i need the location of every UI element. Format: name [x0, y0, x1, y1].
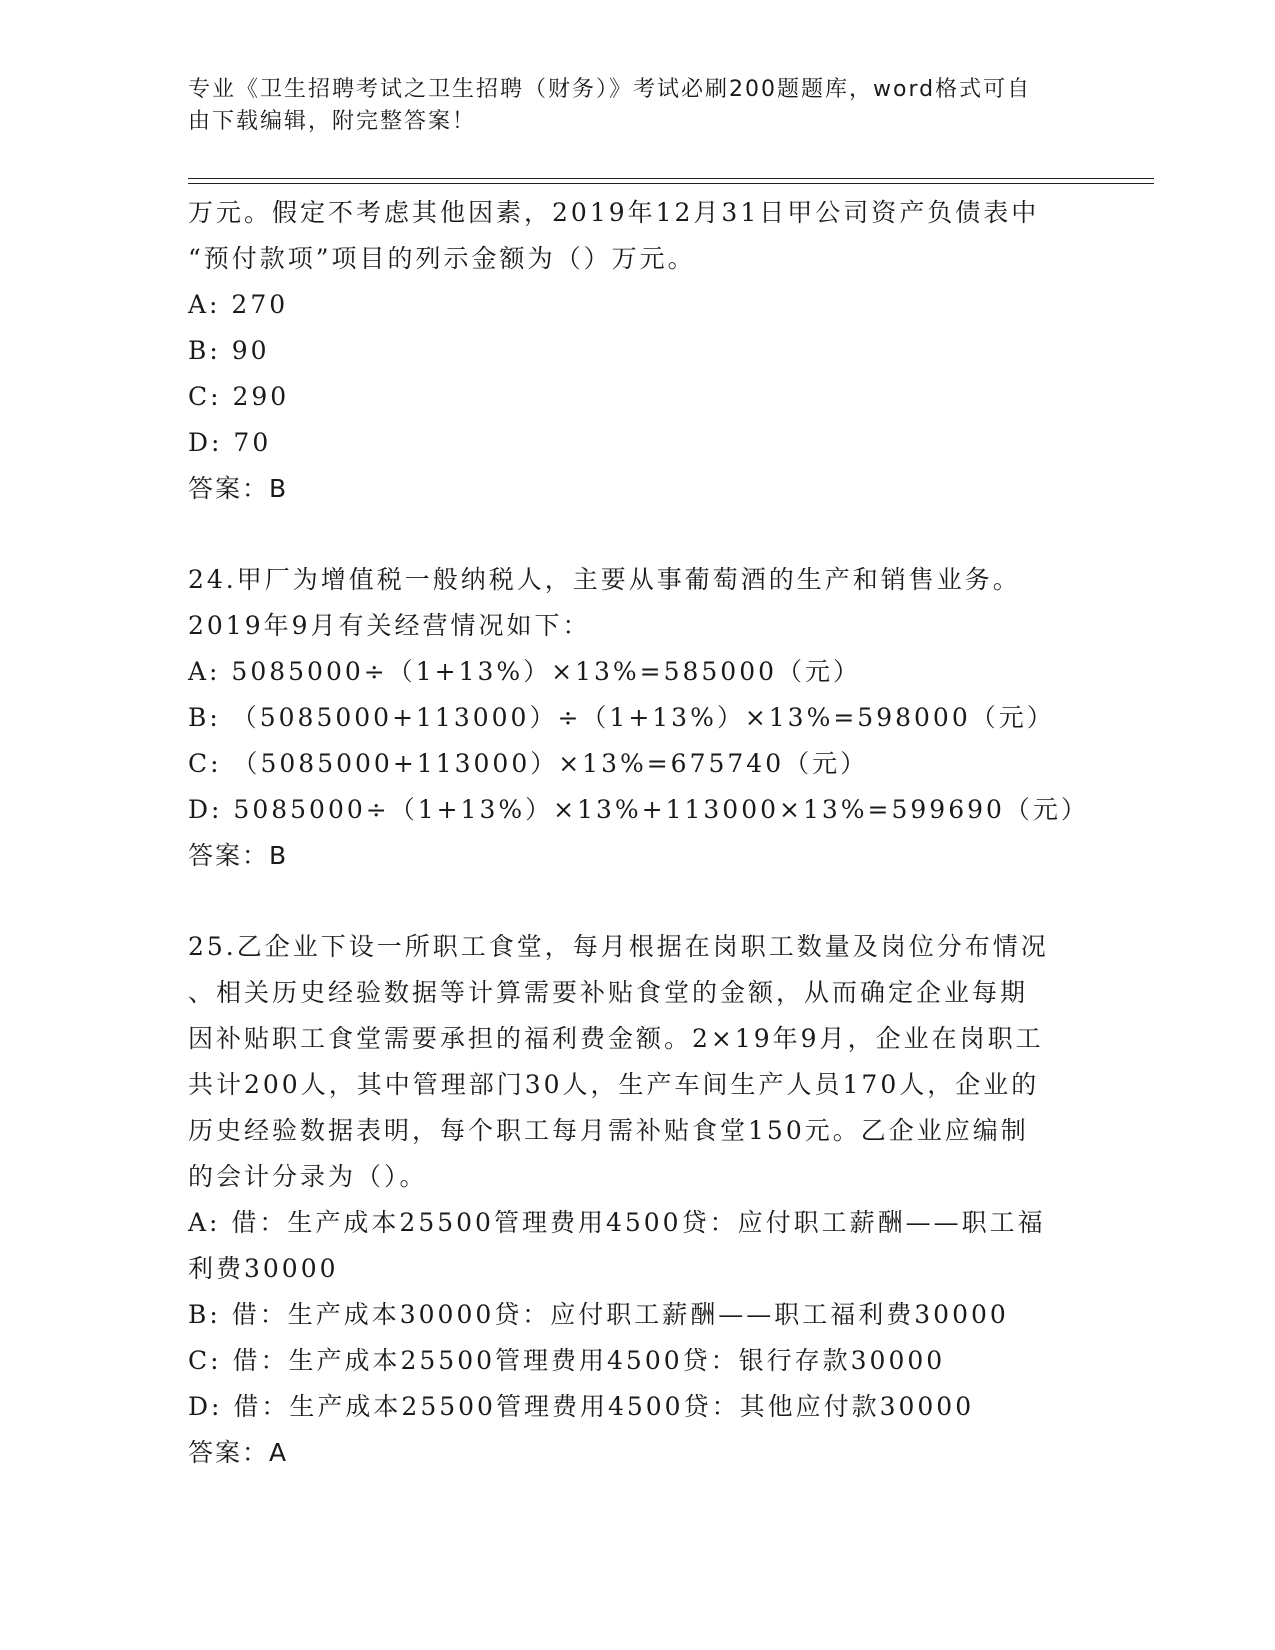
question-content — [188, 190, 1088, 1476]
question-24 — [188, 557, 1088, 879]
option-d: D: 70 — [188, 428, 272, 457]
option-b: B: 借：生产成本30000贷：应付职工薪酬——职工福利费30000 — [188, 1300, 1009, 1329]
answer-label: 答案：B — [188, 474, 289, 503]
question-stem: 24.甲厂为增值税一般纳税人，主要从事葡萄酒的生产和销售业务。 — [188, 565, 1021, 594]
question-stem: 、相关历史经验数据等计算需要补贴食堂的金额，从而确定企业每期 — [188, 978, 1029, 1007]
answer-label: 答案：B — [188, 841, 289, 870]
document-header — [188, 74, 1088, 138]
option-d: D: 借：生产成本25500管理费用4500贷：其他应付款30000 — [188, 1392, 975, 1421]
question-stem: “预付款项”项目的列示金额为（）万元。 — [188, 244, 696, 273]
header-divider-bottom — [188, 183, 1154, 184]
option-b: B: 90 — [188, 336, 270, 365]
header-line-1: 专业《卫生招聘考试之卫生招聘（财务）》考试必刷200题题库，word格式可自 — [188, 77, 1032, 102]
question-stem: 2019年9月有关经营情况如下： — [188, 611, 591, 640]
option-d: D: 5085000÷（1+13%）×13%+113000×13%=599690（元） — [188, 795, 1089, 824]
question-stem: 25.乙企业下设一所职工食堂，每月根据在岗职工数量及岗位分布情况 — [188, 932, 1049, 961]
header-line-2: 由下载编辑，附完整答案！ — [188, 109, 477, 134]
question-stem: 共计200人，其中管理部门30人，生产车间生产人员170人，企业的 — [188, 1070, 1040, 1099]
question-stem: 的会计分录为（）。 — [188, 1162, 428, 1191]
option-b: B: （5085000+113000）÷（1+13%）×13%=598000（元） — [188, 703, 1055, 732]
header-divider-top — [188, 178, 1154, 179]
option-a-continued: 利费30000 — [188, 1254, 339, 1283]
option-a: A: 借：生产成本25500管理费用4500贷：应付职工薪酬——职工福 — [188, 1208, 1046, 1237]
question-25 — [188, 924, 1088, 1476]
question-stem: 历史经验数据表明，每个职工每月需补贴食堂150元。乙企业应编制 — [188, 1116, 1029, 1145]
question-spacer — [188, 879, 1088, 924]
question-spacer — [188, 512, 1088, 557]
answer-label: 答案：A — [188, 1438, 289, 1467]
question-23 — [188, 190, 1088, 512]
option-c: C: 借：生产成本25500管理费用4500贷：银行存款30000 — [188, 1346, 946, 1375]
option-c: C: 290 — [188, 382, 290, 411]
option-a: A: 270 — [188, 290, 289, 319]
option-c: C: （5085000+113000）×13%=675740（元） — [188, 749, 869, 778]
question-stem: 万元。假定不考虑其他因素，2019年12月31日甲公司资产负债表中 — [188, 198, 1040, 227]
question-stem: 因补贴职工食堂需要承担的福利费金额。2×19年9月，企业在岗职工 — [188, 1024, 1044, 1053]
option-a: A: 5085000÷（1+13%）×13%=585000（元） — [188, 657, 862, 686]
